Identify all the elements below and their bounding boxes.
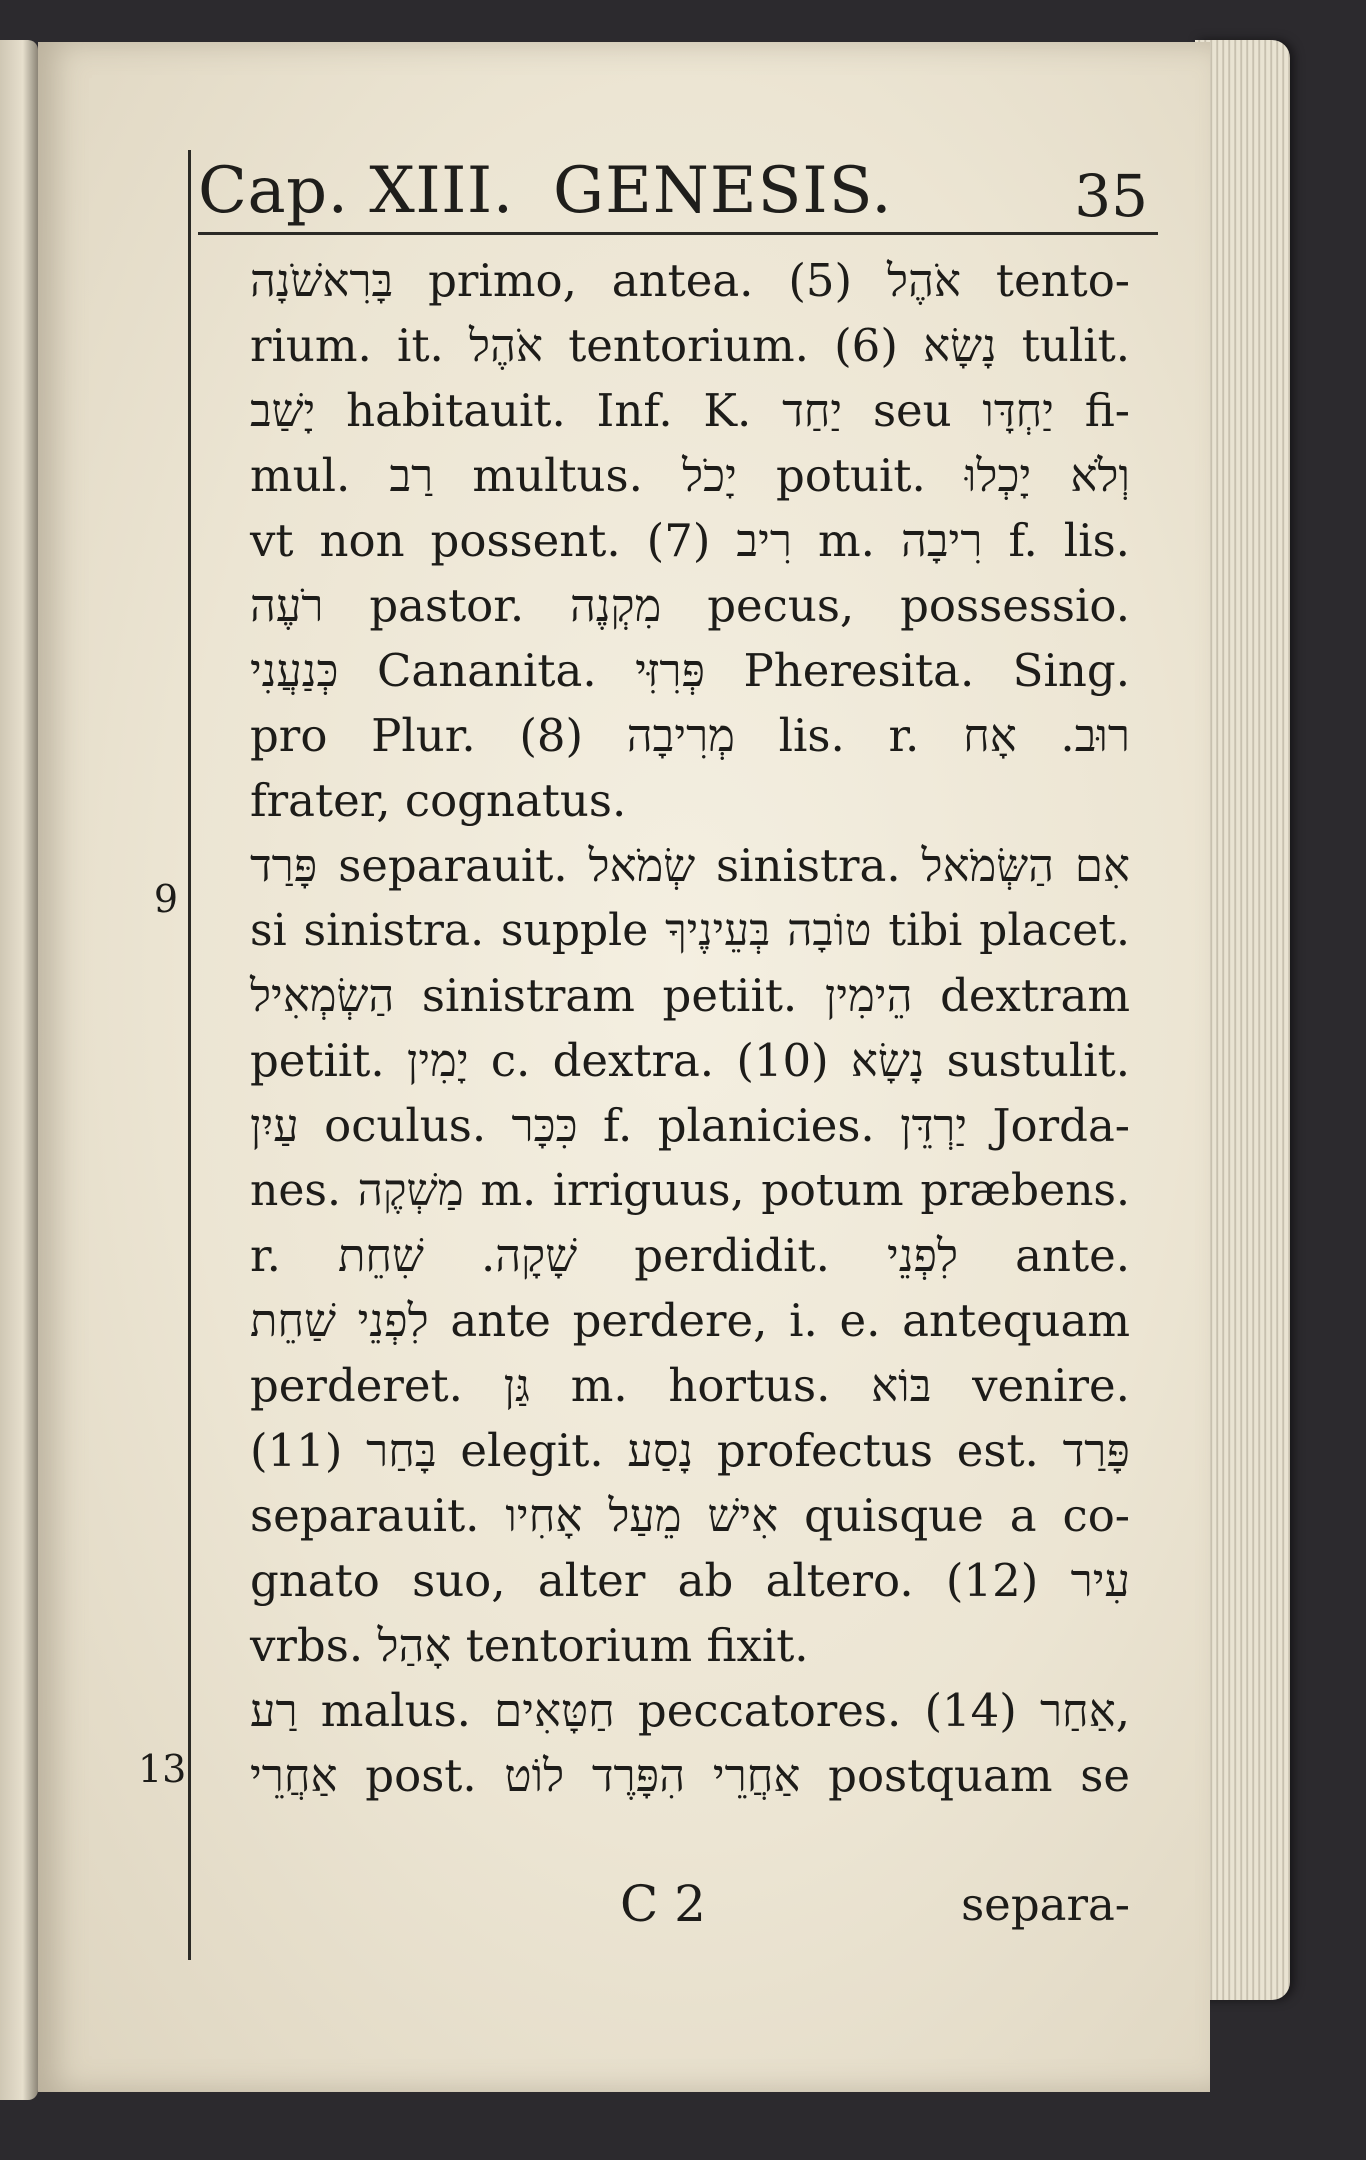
book-title: GENESIS.: [553, 154, 893, 228]
margin-rule: [188, 150, 191, 1960]
text-line: r. שָׁקָה. שִׁחֵת perdidit. לִפְנֵי ante.: [250, 1229, 1131, 1282]
text-line: petiit. יָמִין c. dextra. (10) נָשָׂא sustulit.: [250, 1034, 1130, 1087]
header-rule: [198, 232, 1158, 235]
verse-number: 9: [153, 877, 178, 921]
text-line: mul. רַב multus. יָכֹל potuit. וְלֹא יָכְלוּ: [250, 449, 1130, 502]
text-line: רַע malus. חַטָּאִים peccatores. (14) אַחַר,: [250, 1684, 1131, 1737]
catchword: separa-: [961, 1878, 1130, 1931]
text-line: רֹעֶה pastor. מִקְנֶה pecus, possessio.: [250, 579, 1131, 632]
text-line: כְּנַעֲנִי Cananita. פְּרִזִּי Pheresita. Sing.: [250, 644, 1130, 697]
text-line: לִפְנֵי שַׁחֵת ante perdere, i. e. antequam: [250, 1294, 1130, 1347]
text-line: si sinistra. supple טוֹבָה בְּעֵינֶיךָ tibi placet.: [250, 905, 1130, 956]
text-line: (11) בָּחַר elegit. נָסַע profectus est. פָּרַד: [250, 1424, 1130, 1477]
page-footer: [250, 1872, 1130, 1937]
text-line: frater, cognatus.: [250, 774, 627, 827]
text-line: vrbs. אָהַל tentorium fixit.: [250, 1619, 809, 1672]
previous-page-edge: [0, 40, 38, 2100]
text-line: rium. it. אֹהֶל tentorium. (6) נָשָׂא tulit.: [250, 319, 1131, 372]
text-line: אַחֲרֵי post. אַחֲרֵי הִפָּרֶד לוֹט postquam se: [250, 1749, 1130, 1802]
book-page: [38, 42, 1210, 2092]
running-head: Cap. XIII.: [198, 154, 514, 228]
text-line: הַשְׂמְאִיל sinistram petiit. הֵימִין dextram: [250, 969, 1130, 1022]
text-line: separauit. אִישׁ מֵעַל אָחִיו quisque a co-: [250, 1489, 1131, 1542]
text-line: nes. מַשְׁקֶה m. irriguus, potum præbens.: [250, 1165, 1130, 1216]
text-line: יָשַׁב habitauit. Inf. K. יַחַד seu יַחְדָּו fi-: [250, 384, 1130, 437]
text-line: pro Plur. (8) מְרִיבָה lis. r. רוּב. אָח: [250, 709, 1130, 762]
text-line: perderet. גַּן m. hortus. בּוֹא venire.: [250, 1359, 1130, 1412]
verse-number: 13: [138, 1747, 187, 1791]
text-line: vt non possent. (7) רִיב m. רִיבָה f. lis.: [250, 514, 1130, 567]
page-header: [198, 154, 1158, 230]
text-block: [250, 248, 1130, 1808]
page-number: 35: [1074, 162, 1148, 230]
text-line: פָּרַד separauit. שְׂמֹאל sinistra. אִם הַשְּׂמֹאל: [250, 839, 1130, 892]
text-line: בָּרִאשֹׁנָה primo, antea. (5) אֹהֶל tento-: [250, 254, 1130, 307]
text-line: עַיִן oculus. כִּכָּר f. planicies. יַרְדֵּן Jorda-: [250, 1099, 1130, 1152]
signature-mark: C 2: [620, 1875, 706, 1933]
text-line: gnato suo, alter ab altero. (12) עִיר: [250, 1554, 1130, 1607]
